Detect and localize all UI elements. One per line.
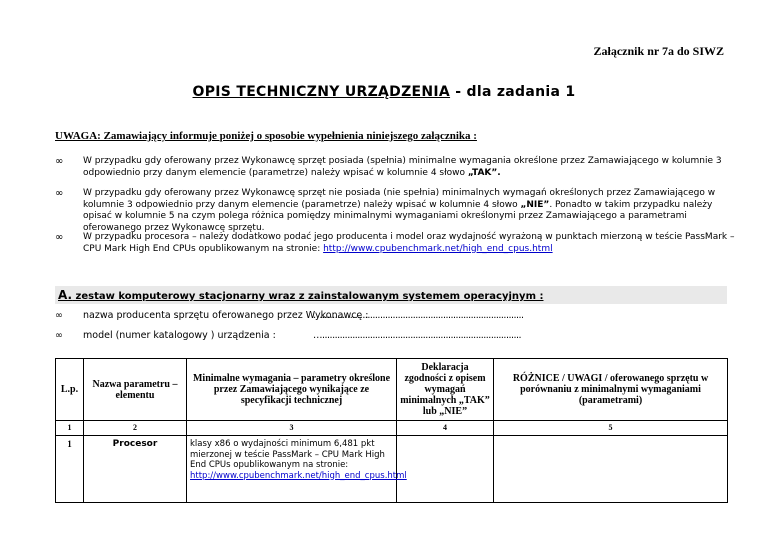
table-row <box>56 436 728 503</box>
instruction-text-part: W przypadku gdy oferowany przez Wykonawcę sprzęt nie posiada (nie spełnia) minimalnych wymagań określonych przez Zamawiającego w kolumnie 3 odpowiednio przy danym elemencie (parametrze) należy wpisać w kolumnie 4 słowo <box>83 188 716 210</box>
row-lp: 1 <box>56 436 84 503</box>
model-label: model (numer katalogowy ) urządzenia : <box>83 330 276 341</box>
column-number: 2 <box>84 421 187 436</box>
title-main: OPIS TECHNICZNY URZĄDZENIA <box>192 84 451 100</box>
requirement-text: klasy x86 o wydajności minimum 6,481 pkt mierzonej w teście PassMark – CPU Mark High End CPUs opublikowanym na stronie: <box>190 439 385 470</box>
instruction-keyword: „NIE” <box>520 199 550 210</box>
bullet-icon: ∞ <box>55 232 64 243</box>
bullet-icon: ∞ <box>55 310 63 321</box>
instruction-item <box>55 232 735 255</box>
instruction-text <box>83 232 735 255</box>
instruction-text-part: . Ponadto w takim przypadku należy opisać w kolumnie 5 na czym polega różnica pomiędzy minimalnymi wymaganiami określonymi przez Zamawiającego a parametrami oferowanego przez Wykonawcę sprzętu. <box>83 199 713 233</box>
instruction-keyword: „TAK”. <box>467 167 501 178</box>
header-min-requirements: Minimalne wymagania – parametry określone przez Zamawiającego wynikające ze specyfikacji technicznej <box>187 359 397 421</box>
instruction-text <box>83 156 735 179</box>
section-letter: A. <box>58 288 73 302</box>
benchmark-link[interactable]: http://www.cpubenchmark.net/high_end_cpus.html <box>323 243 553 254</box>
header-param-name: Nazwa parametru – elementu <box>84 359 187 421</box>
bullet-icon: ∞ <box>55 330 63 341</box>
instruction-item <box>55 156 735 179</box>
column-number-row <box>56 421 728 436</box>
row-requirement <box>187 436 407 503</box>
instruction-text <box>83 188 735 234</box>
title-tail: - dla zadania 1 <box>450 84 576 100</box>
requirement-link[interactable]: http://www.cpubenchmark.net/high_end_cpus.html <box>190 470 407 481</box>
instruction-text-part: W przypadku gdy oferowany przez Wykonawcę sprzęt posiada (spełnia) minimalne wymagania określone przez Zamawiającego w kolumnie 3 odpowiednio przy danym elemencie (parametrze) należy wpisać w kolumnie 4 słowo <box>83 156 722 178</box>
bullet-icon: ∞ <box>55 156 64 167</box>
model-dots[interactable]: …............................................................................... <box>313 330 522 341</box>
column-number: 3 <box>187 421 397 436</box>
manufacturer-dots[interactable]: …................................................................................ <box>313 310 524 321</box>
page-title <box>0 84 768 100</box>
row-declaration-cell[interactable] <box>397 436 494 503</box>
attachment-label: Załącznik nr 7a do SIWZ <box>593 44 724 58</box>
instruction-text-part: W przypadku procesora – należy dodatkowo podać jego producenta i model oraz wydajność wyrażoną w punktach mierzoną w teście PassMark – CPU Mark High End CPUs opublikowanym na stronie: <box>83 232 735 254</box>
header-lp: L.p. <box>56 359 84 421</box>
bullet-icon: ∞ <box>55 188 64 199</box>
header-declaration: Deklaracja zgodności z opisem wymagań minimalnych „TAK” lub „NIE” <box>397 359 494 421</box>
instruction-item <box>55 188 735 234</box>
manufacturer-label: nazwa producenta sprzętu oferowanego przez Wykonawcę : <box>83 310 369 321</box>
uwaga-heading: UWAGA: Zamawiający informuje poniżej o sposobie wypełnienia niniejszego załącznika : <box>55 130 477 142</box>
table-header-row <box>56 359 728 421</box>
header-differences: RÓŻNICE / UWAGI / oferowanego sprzętu w porównaniu z minimalnymi wymaganiami (parametrami) <box>494 359 728 421</box>
spec-table <box>55 358 728 503</box>
column-number: 4 <box>397 421 494 436</box>
row-notes-cell[interactable] <box>494 436 728 503</box>
row-param-name: Procesor <box>84 436 187 503</box>
column-number: 1 <box>56 421 84 436</box>
section-a-heading <box>55 286 727 304</box>
column-number: 5 <box>494 421 728 436</box>
section-title: zestaw komputerowy stacjonarny wraz z zainstalowanym systemem operacyjnym : <box>72 291 544 302</box>
